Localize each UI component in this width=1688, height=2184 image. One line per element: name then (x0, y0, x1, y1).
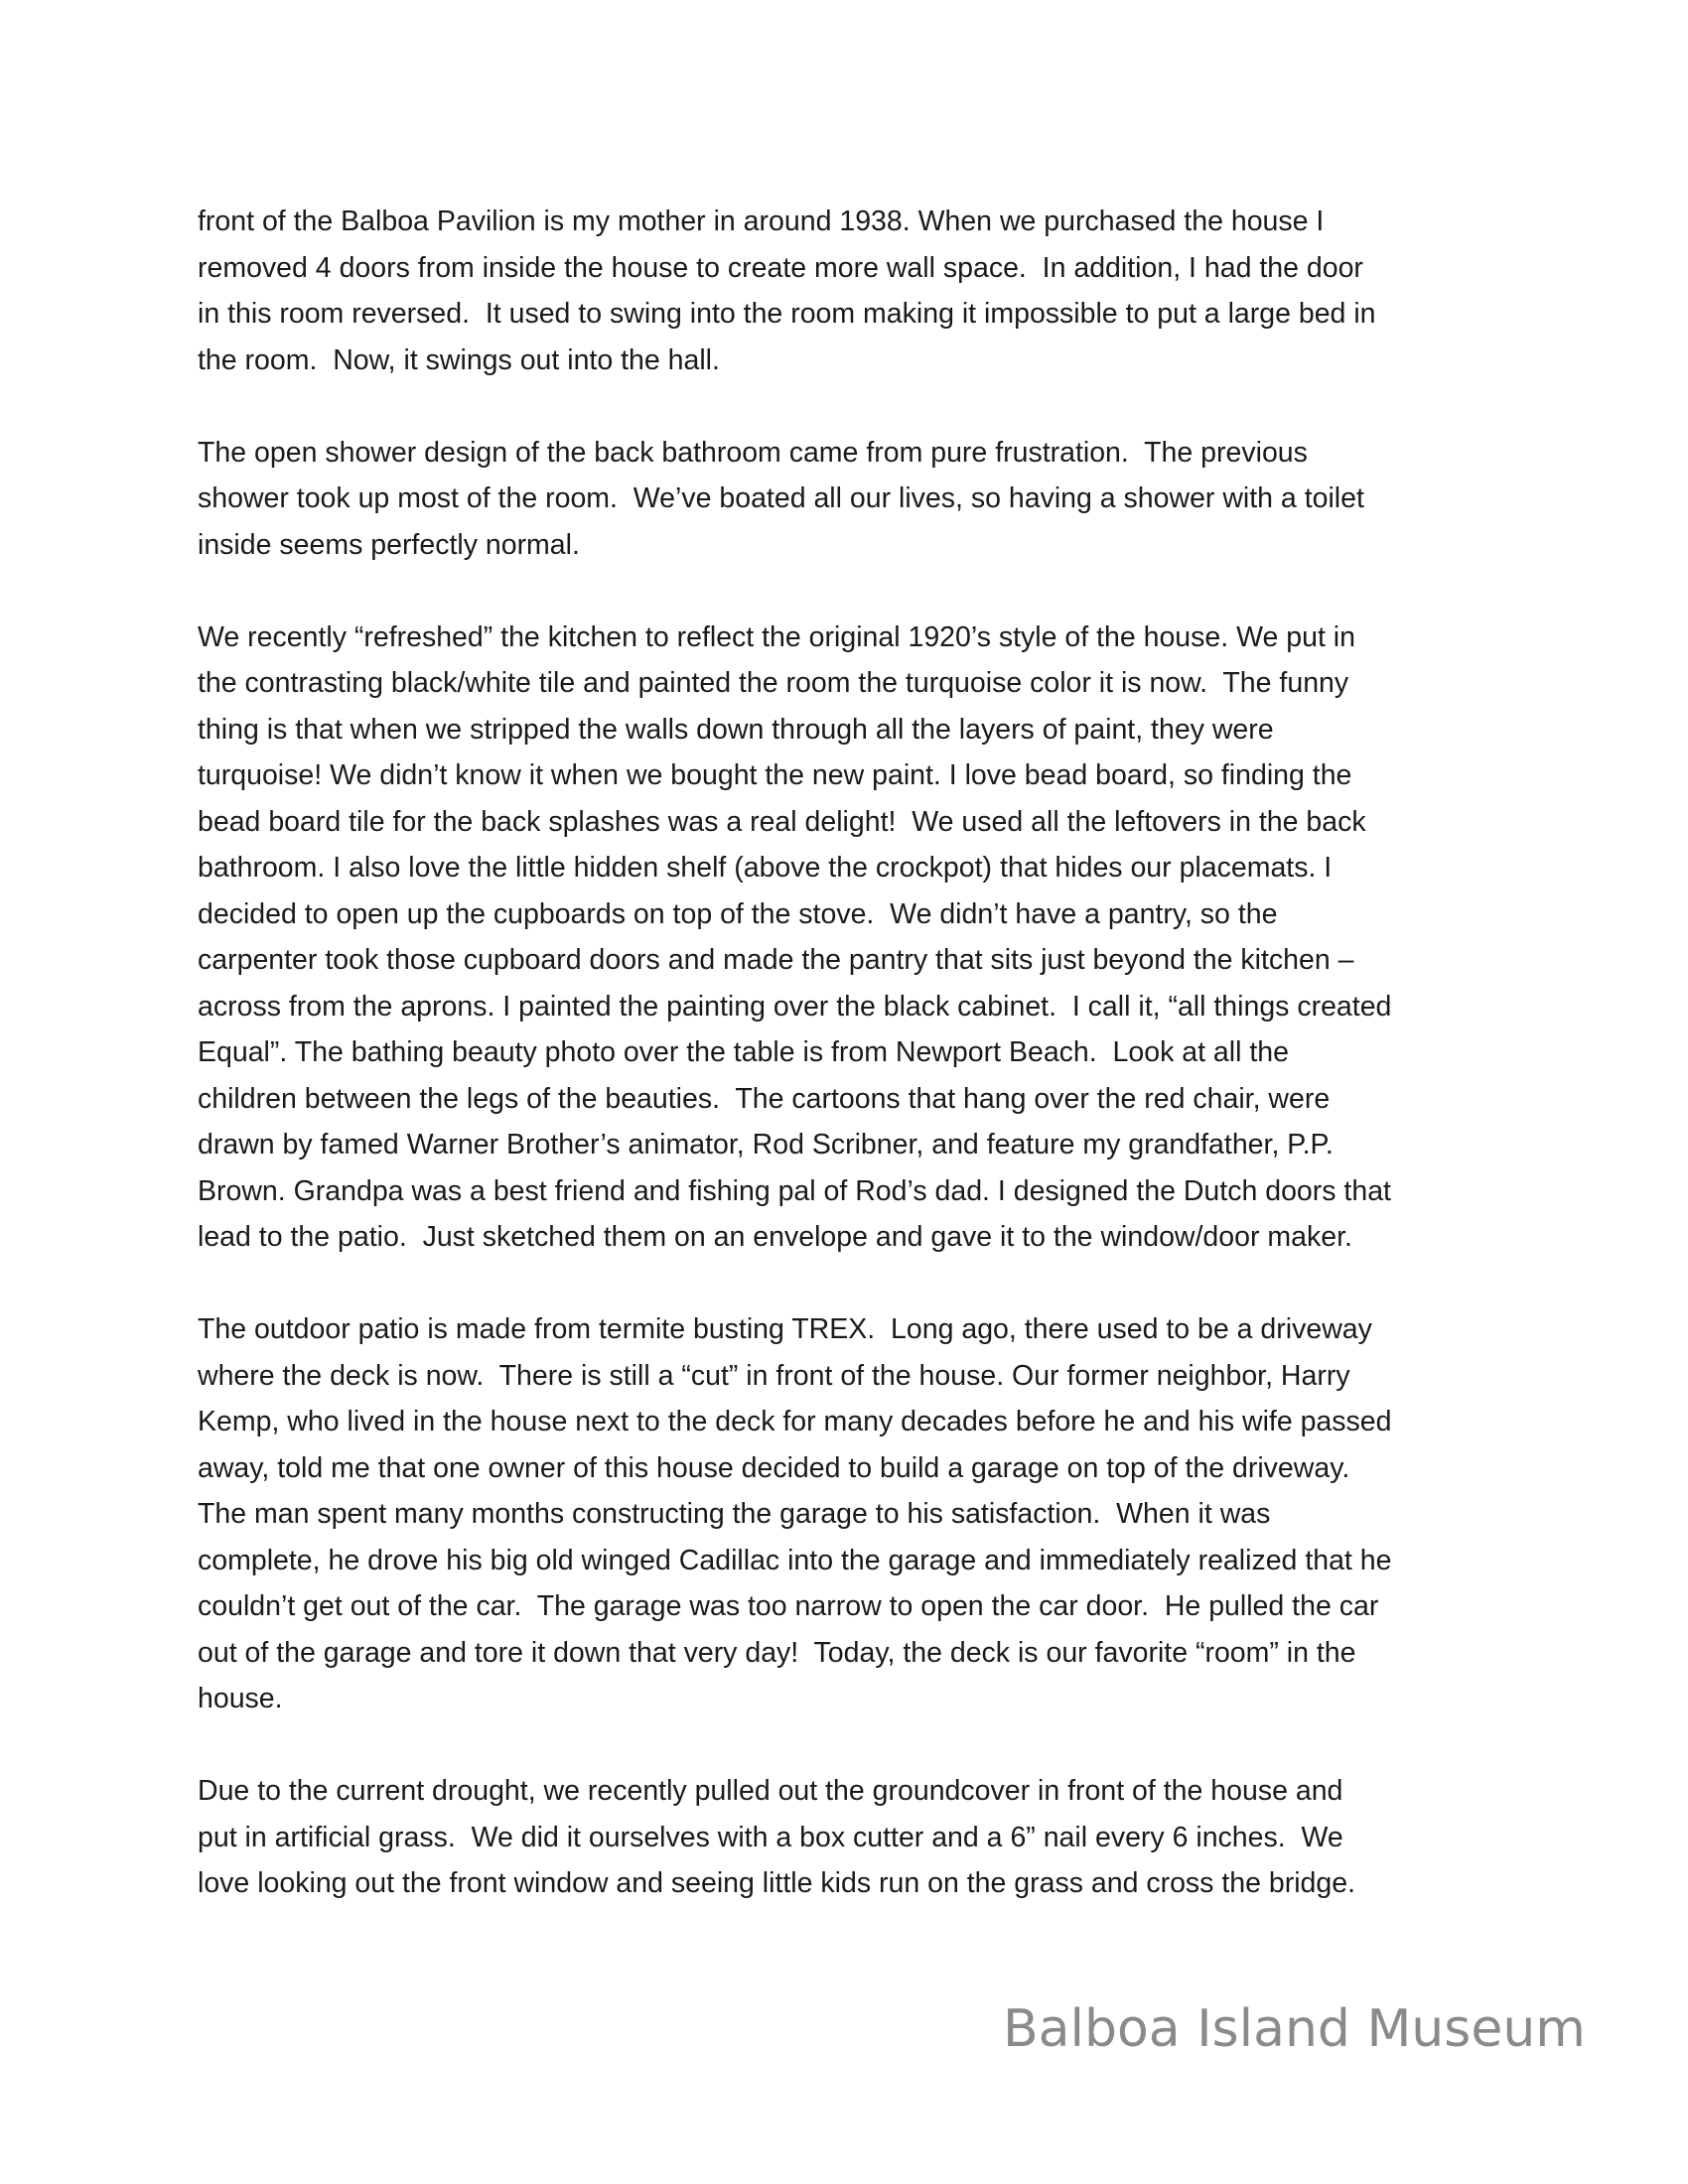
document-body (198, 199, 1508, 1953)
text-line: thing is that when we stripped the walls down through all the layers of paint, they were (198, 713, 1274, 746)
text-line: front of the Balboa Pavilion is my mother in around 1938. When we purchased the house I (198, 205, 1325, 237)
text-line: Due to the current drought, we recently pulled out the groundcover in front of the house and (198, 1775, 1343, 1807)
text-line: removed 4 doors from inside the house to create more wall space. In addition, I had the door (198, 251, 1363, 284)
text-line: bathroom. I also love the little hidden shelf (above the crockpot) that hides our placemats. I (198, 852, 1333, 884)
text-line: the room. Now, it swings out into the hall. (198, 343, 720, 376)
text-line: where the deck is now. There is still a “cut” in front of the house. Our former neighbor, Harry (198, 1359, 1350, 1392)
paragraph (198, 1768, 1508, 1907)
text-line: Brown. Grandpa was a best friend and fishing pal of Rod’s dad. I designed the Dutch doors that (198, 1174, 1391, 1207)
text-line: Kemp, who lived in the house next to the deck for many decades before he and his wife passed (198, 1406, 1392, 1437)
text-line: turquoise! We didn’t know it when we bought the new paint. I love bead board, so finding the (198, 759, 1352, 791)
text-line: put in artificial grass. We did it ourselves with a box cutter and a 6” nail every 6 inches. We (198, 1821, 1343, 1853)
text-line: Equal”. The bathing beauty photo over the table is from Newport Beach. Look at all the (198, 1036, 1289, 1068)
text-line: drawn by famed Warner Brother’s animator, Rod Scribner, and feature my grandfather, P.P. (198, 1129, 1334, 1160)
text-line: We recently “refreshed” the kitchen to reflect the original 1920’s style of the house. We put in (198, 620, 1355, 653)
text-line: carpenter took those cupboard doors and made the pantry that sits just beyond the kitchen – (198, 944, 1354, 976)
text-line: shower took up most of the room. We’ve boated all our lives, so having a shower with a toilet (198, 482, 1364, 514)
text-line: children between the legs of the beauties. The cartoons that hang over the red chair, were (198, 1082, 1331, 1115)
text-line: lead to the patio. Just sketched them on an envelope and gave it to the window/door maker. (198, 1221, 1352, 1253)
paragraph (198, 614, 1508, 1261)
text-line: love looking out the front window and seeing little kids run on the grass and cross the bridge. (198, 1867, 1356, 1899)
museum-watermark: Balboa Island Museum (1003, 1999, 1586, 2059)
text-line: The open shower design of the back bathroom came from pure frustration. The previous (198, 436, 1308, 469)
text-line: complete, he drove his big old winged Cadillac into the garage and immediately realized that he (198, 1544, 1392, 1576)
text-line: out of the garage and tore it down that very day! Today, the deck is our favorite “room” in the (198, 1636, 1356, 1669)
paragraph (198, 430, 1508, 569)
text-line: The outdoor patio is made from termite busting TREX. Long ago, there used to be a driveway (198, 1313, 1372, 1345)
text-line: bead board tile for the back splashes was a real delight! We used all the leftovers in the back (198, 805, 1366, 838)
text-line: decided to open up the cupboards on top of the stove. We didn’t have a pantry, so the (198, 897, 1278, 930)
text-line: the contrasting black/white tile and painted the room the turquoise color it is now. The funny (198, 667, 1349, 699)
text-line: couldn’t get out of the car. The garage was too narrow to open the car door. He pulled the car (198, 1590, 1379, 1622)
paragraph (198, 199, 1508, 383)
paragraph (198, 1306, 1508, 1722)
text-line: away, told me that one owner of this house decided to build a garage on top of the driveway. (198, 1451, 1350, 1484)
text-line: inside seems perfectly normal. (198, 528, 580, 561)
text-line: in this room reversed. It used to swing into the room making it impossible to put a large bed in (198, 298, 1376, 330)
text-line: house. (198, 1683, 283, 1714)
text-line: across from the aprons. I painted the painting over the black cabinet. I call it, “all things created (198, 990, 1392, 1023)
text-line: The man spent many months constructing the garage to his satisfaction. When it was (198, 1498, 1271, 1530)
